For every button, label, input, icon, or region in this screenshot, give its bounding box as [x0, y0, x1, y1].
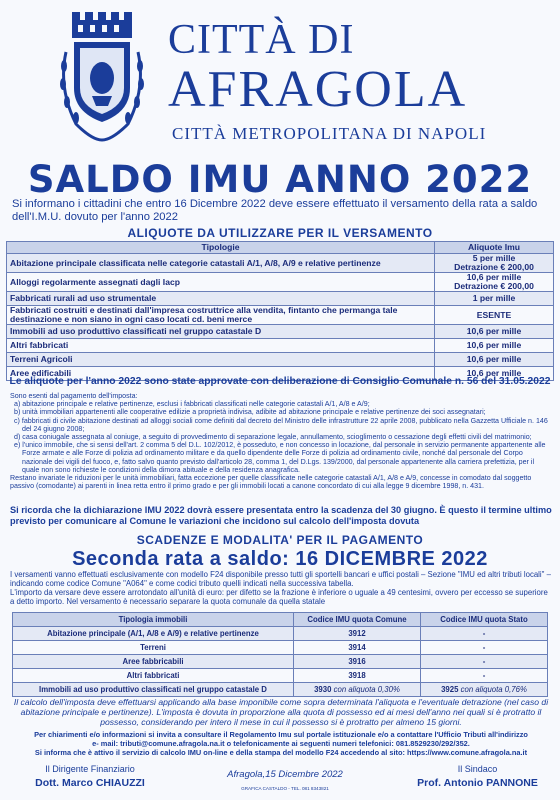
table-row — [13, 669, 548, 683]
row-code-comune: 3912 — [294, 627, 421, 641]
header — [0, 0, 560, 160]
table-row — [7, 292, 554, 306]
payment-text-1: I versamenti vanno effettuati esclusivamente con modello F24 disponibile presso tutti gli sportelli bancari e uffici postali – Sezione "IMU ed altri tributi locali" – indicando come codice Comune "A064" e come codici tributo quelli indicati nella successiva tabella. — [10, 570, 551, 588]
aliquote-heading: ALIQUOTE DA UTILIZZARE PER IL VERSAMENTO — [127, 226, 433, 240]
payment-text — [10, 570, 552, 606]
notes-intro: Sono esenti dal pagamento dell'imposta: — [10, 392, 138, 400]
payment-heading: SCADENZE E MODALITA' PER IL PAGAMENTO — [136, 533, 424, 547]
contacts-line-2: e- mail: tributi@comune.afragola.na.it o telefonicamente ai seguenti numeri telefonici: 081.8529230/292/352. — [92, 738, 470, 748]
note-item: b) unità immobiliari appartenenti alle cooperative edilizie a proprietà indivisa, adibite ad abitazione principale e relative pertinenze dei soci assegnatari; — [14, 408, 486, 417]
printer-credit: GRAFICA CASTALDO - TEL. 081 8343821 — [241, 786, 329, 791]
deliberation-note: Le aliquote per l'anno 2022 sono state approvate con deliberazione di Consiglio Comunale n. 56 del 31.05.2022 — [9, 376, 551, 387]
row-type: Alloggi regolarmente assegnati dagli Iacp — [7, 273, 435, 292]
intro-text: Si informano i cittadini che entro 16 Dicembre 2022 deve essere effettuato il versamento della rata a saldo dell'I.M.U. dovuto per l'anno 2022 — [12, 198, 538, 223]
contacts-line-1: Per chiarimenti e/o informazioni si invita a consultare il Regolamento Imu sul portale istituzionale e/o a contattare l'Ufficio Tributi all'indirizzo — [34, 730, 528, 739]
column-header: Tipologie — [7, 242, 435, 254]
row-code-comune: 3916 — [294, 655, 421, 669]
row-type: Terreni Agricoli — [7, 353, 435, 367]
row-type: Immobili ad uso produttivo classificati nel gruppo catastale D — [7, 325, 435, 339]
row-type: Altri fabbricati — [13, 669, 294, 683]
row-type: Abitazione principale (A/1, A/8 e A/9) e relative pertinenze — [13, 627, 294, 641]
table-row — [7, 306, 554, 325]
row-rate: 1 per mille — [435, 292, 554, 306]
column-header: Codice IMU quota Comune — [294, 613, 421, 627]
place-date: Afragola,15 Dicembre 2022 — [227, 769, 343, 780]
signer-role: Il Sindaco — [457, 764, 498, 774]
reductions-note: Restano invariate le riduzioni per le unità immobiliari, fatta eccezione per quelle classificate nelle categorie catastali A/1, A/8 e A/9, concesse in comodato dal soggetto passivo (comodante) ai parenti in linea retta entro il primo grado e per gli immobili locati a canone concordato di cui alla legge 9 dicembre 1998, n. 431. — [10, 474, 532, 491]
table-row — [13, 641, 548, 655]
row-code-stato: - — [421, 669, 548, 683]
row-type: Fabbricati rurali ad uso strumentale — [7, 292, 435, 306]
row-type: Fabbricati costruiti e destinati dall'impresa costruttrice alla vendita, fintanto che permanga tale destinazione e non siano in ogni caso locati cd. beni merce — [7, 306, 435, 325]
note-item: d) casa coniugale assegnata al coniuge, a seguito di provvedimento di separazione legale, annullamento, scioglimento o cessazione degli effetti civili del matrimonio; — [14, 433, 532, 442]
table-row — [13, 655, 548, 669]
row-type: Aree edificabili — [7, 367, 435, 381]
city-crest-icon — [52, 8, 152, 148]
row-rate: 10,6 per mille — [435, 367, 554, 381]
row-type: Immobili ad uso produttivo classificati nel gruppo catastale D — [13, 683, 294, 697]
row-code-stato: 3925 con aliquota 0,76% — [421, 683, 548, 697]
column-header: Codice IMU quota Stato — [421, 613, 548, 627]
row-rate: ESENTE — [435, 306, 554, 325]
contacts-line-3: Si informa che è attivo il servizio di calcolo IMU on-line e della stampa del modello F24 accedendo al sito: https://www.comune.afragola.na.it — [34, 747, 528, 757]
row-code-comune: 3918 — [294, 669, 421, 683]
page-title: SALDO IMU ANNO 2022 — [27, 158, 533, 201]
signer-name: Dott. Marco CHIAUZZI — [35, 777, 145, 789]
table-row — [7, 325, 554, 339]
row-code-stato: - — [421, 627, 548, 641]
table-row — [7, 339, 554, 353]
exemptions-notes — [10, 392, 552, 490]
codes-table — [12, 612, 548, 697]
aliquote-table — [6, 241, 554, 381]
column-header: Tipologia immobili — [13, 613, 294, 627]
calculation-note: Il calcolo dell'imposta deve effettuarsi applicando alla base imponibile come sopra determinata l'aliquota e l'eventuale detrazione (nel caso di abitazione principale e pertinenze). L'imposta è dovuta in proporzione alla quota di possesso ed ai mesi dell'anno nei quali si è protratto il possesso, considerando per intero il mese in cui il possesso si è protratto per almeno 15 giorni. — [13, 697, 549, 727]
contacts-info — [10, 731, 552, 757]
note-item: e) l'unico immobile, che si sensi dell'art. 2 comma 5 del D.L. 102/2012, è posseduto, e non concesso in locazione, dal personale in servizio permanente appartenente alle Forze armate e alle Forze di polizia ad ordinamento militare e da quello dipendente delle Forze di polizia ad ordinamento civile, nonché dal personale del Corpo nazionale dei vigili del fuoco, e, fatto salvo quanto previsto dall'articolo 28, comma 1, del D.Lgs. 139/2000, dal personale appartenente alla carriera prefettizia, per il quale non sono richieste le condizioni della dimora abituale e della residenza anagrafica. — [14, 441, 546, 474]
row-code-stato: - — [421, 655, 548, 669]
signer-name: Prof. Antonio PANNONE — [417, 777, 538, 789]
table-row — [13, 683, 548, 697]
note-item: a) abitazione principale e relative pertinenze, esclusi i fabbricati classificati nelle categorie catastali A/1, A/8 e A/9; — [14, 400, 370, 409]
row-code-comune: 3930 con aliquota 0,30% — [294, 683, 421, 697]
row-type: Terreni — [13, 641, 294, 655]
signature-right — [400, 764, 555, 789]
row-type: Abitazione principale classificata nelle categorie catastali A/1, A/8, A/9 e relative pertinenze — [7, 254, 435, 273]
declaration-reminder: Si ricorda che la dichiarazione IMU 2022 dovrà essere presentata entro la scadenza del 30 giugno. È questo il termine ultimo previsto per comunicare al Comune le variazioni che incidono sul calcolo dell'imposta dovuta — [10, 505, 552, 526]
note-item: c) fabbricati di civile abitazione destinati ad alloggi sociali come definiti dal decreto del Ministro delle infrastrutture 22 aprile 2008, pubblicato nella Gazzetta Ufficiale n. 146 del 24 giugno 2008; — [14, 416, 548, 433]
table-row — [13, 627, 548, 641]
row-type: Altri fabbricati — [7, 339, 435, 353]
table-row — [7, 273, 554, 292]
city-name-line1: CITTÀ DI — [168, 17, 355, 63]
table-header-row — [7, 242, 554, 254]
city-name-line2: AFRAGOLA — [168, 61, 468, 118]
signer-role: Il Dirigente Finanziario — [45, 764, 135, 774]
row-code-comune: 3914 — [294, 641, 421, 655]
table-row — [7, 254, 554, 273]
row-code-stato: - — [421, 641, 548, 655]
row-rate: 10,6 per mille — [435, 353, 554, 367]
column-header: Aliquote Imu — [435, 242, 554, 254]
signature-left — [10, 764, 170, 789]
row-type: Aree fabbricabili — [13, 655, 294, 669]
row-rate: 10,6 per mille — [435, 339, 554, 353]
payment-text-2: L'importo da versare deve essere arrotondato all'unità di euro: per difetto se la frazione è inferiore o uguale a 49 centesimi, ovvero per eccesso se superiore a detto importo. Nel versamento è necessario separare la quota comunale da quella statale — [10, 588, 548, 606]
table-row — [7, 353, 554, 367]
row-rate: 10,6 per mille — [435, 325, 554, 339]
row-rate: 5 per mille Detrazione € 200,00 — [435, 254, 554, 273]
second-rata-title: Seconda rata a saldo: 16 DICEMBRE 2022 — [72, 548, 488, 570]
city-subtitle: CITTÀ METROPOLITANA DI NAPOLI — [172, 124, 487, 143]
row-rate: 10,6 per mille Detrazione € 200,00 — [435, 273, 554, 292]
table-header-row — [13, 613, 548, 627]
